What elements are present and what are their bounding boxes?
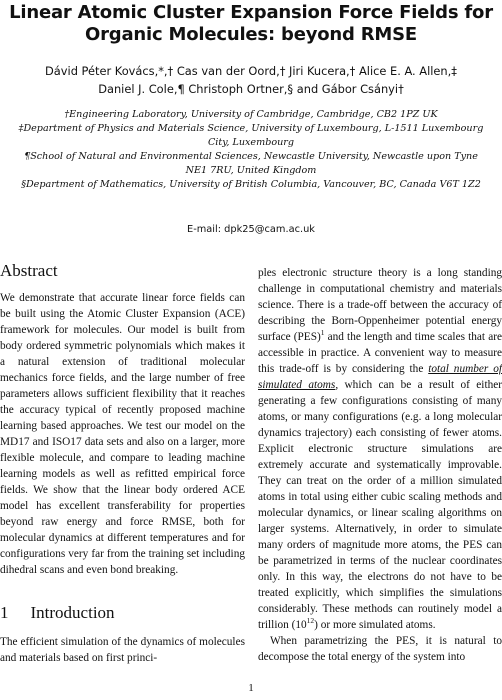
abstract-heading: Abstract	[0, 261, 58, 280]
left-column	[0, 260, 245, 666]
authors-line-1: Dávid Péter Kovács,*,† Cas van der Oord,† Jiri Kucera,† Alice E. A. Allen,‡	[45, 64, 457, 78]
page-number: 1	[248, 682, 254, 694]
email-label: E-mail:	[187, 224, 222, 235]
affiliation-newcastle: ¶School of Natural and Environmental Sciences, Newcastle University, Newcastle upon Tyne NE1 7RU, United Kingdom	[24, 151, 478, 176]
intro-paragraph-start: The efficient simulation of the dynamics of molecules and materials based on first princi-	[0, 636, 245, 664]
affiliations	[14, 108, 488, 192]
affiliation-luxembourg: ‡Department of Physics and Materials Science, University of Luxembourg, L-1511 Luxembourg City, Luxembourg	[18, 123, 484, 148]
author-list	[14, 62, 488, 98]
paper-title	[6, 2, 496, 46]
email-link[interactable]: dpk25@cam.ac.uk	[224, 224, 315, 235]
section-number: 1	[0, 603, 9, 622]
section-heading-introduction	[0, 602, 245, 624]
title-line-2: Organic Molecules: beyond RMSE	[84, 24, 418, 45]
citation-superscript[interactable]: 1	[320, 328, 325, 338]
exponent-superscript: 12	[306, 616, 315, 626]
section-title: Introduction	[30, 603, 115, 622]
title-line-1: Linear Atomic Cluster Expansion Force Fields for	[9, 2, 493, 23]
intro-paragraph-continued	[258, 265, 502, 633]
emphasized-term: total number of simulated atoms	[258, 363, 502, 391]
affiliation-ubc: §Department of Mathematics, University of British Columbia, Vancouver, BC, Canada V6T 1Z2	[21, 179, 481, 190]
right-column	[258, 265, 502, 665]
intro-paragraph-2: When parametrizing the PES, it is natural to decompose the total energy of the system into	[258, 635, 502, 663]
body-text-part-d: ) or more simulated atoms.	[314, 619, 436, 631]
body-text-part-a: ples electronic structure theory is a long standing challenge in computational chemistry and materials science. There is a trade-off between the accuracy of describing the Born-Oppenheimer potential energy surface (PES)	[258, 267, 502, 343]
authors-line-2: Daniel J. Cole,¶ Christoph Ortner,§ and Gábor Csányi†	[98, 82, 404, 96]
contact-email	[14, 223, 488, 237]
body-text-part-c: , which can be a result of either generating a few configurations consisting of many atoms, or many configurations (e.g. a long molecular dynamics trajectory) each consisting of fewer atoms. Explicit electronic structure simulations are extremely accurate and systematically improvable. They can treat on the order of a million simulated atoms in total using either cubic scaling methods and molecular dynamics, or linear scaling algorithms on larger systems. Alternatively, in order to simulate many orders of magnitude more atoms, the PES can be parametrized in terms of the nuclear coordinates only. In this way, the electrons do not have to be treated explicitly, which simplifies the simulations considerably. These methods can routinely model a trillion (10	[258, 379, 502, 631]
body-text-part-b: and the length and time scales that are accessible in practice. A convenient way to measure this trade-off is by considering the	[258, 331, 502, 375]
affiliation-cambridge: †Engineering Laboratory, University of Cambridge, Cambridge, CB2 1PZ UK	[64, 109, 438, 120]
abstract-text: We demonstrate that accurate linear force fields can be built using the Atomic Cluster Expansion (ACE) framework for molecules. Our model is built from body ordered symmetric polynomials which makes it a natural extension of traditional molecular mechanics force fields, and the large number of free parameters allows sufficient flexibility that it reaches the accuracy typical of recently proposed machine learning based approaches. We test our model on the MD17 and ISO17 data sets and also on a larger, more flexible molecule, and compare to leading machine learning models as well as refitted empirical force fields. We show that the linear body ordered ACE model has excellent transferability for properties beyond raw energy and force RMSE, both for molecular dynamics at different temperatures and for configurations very far from the training set including dihedral scans and even bond breaking.	[0, 292, 245, 576]
